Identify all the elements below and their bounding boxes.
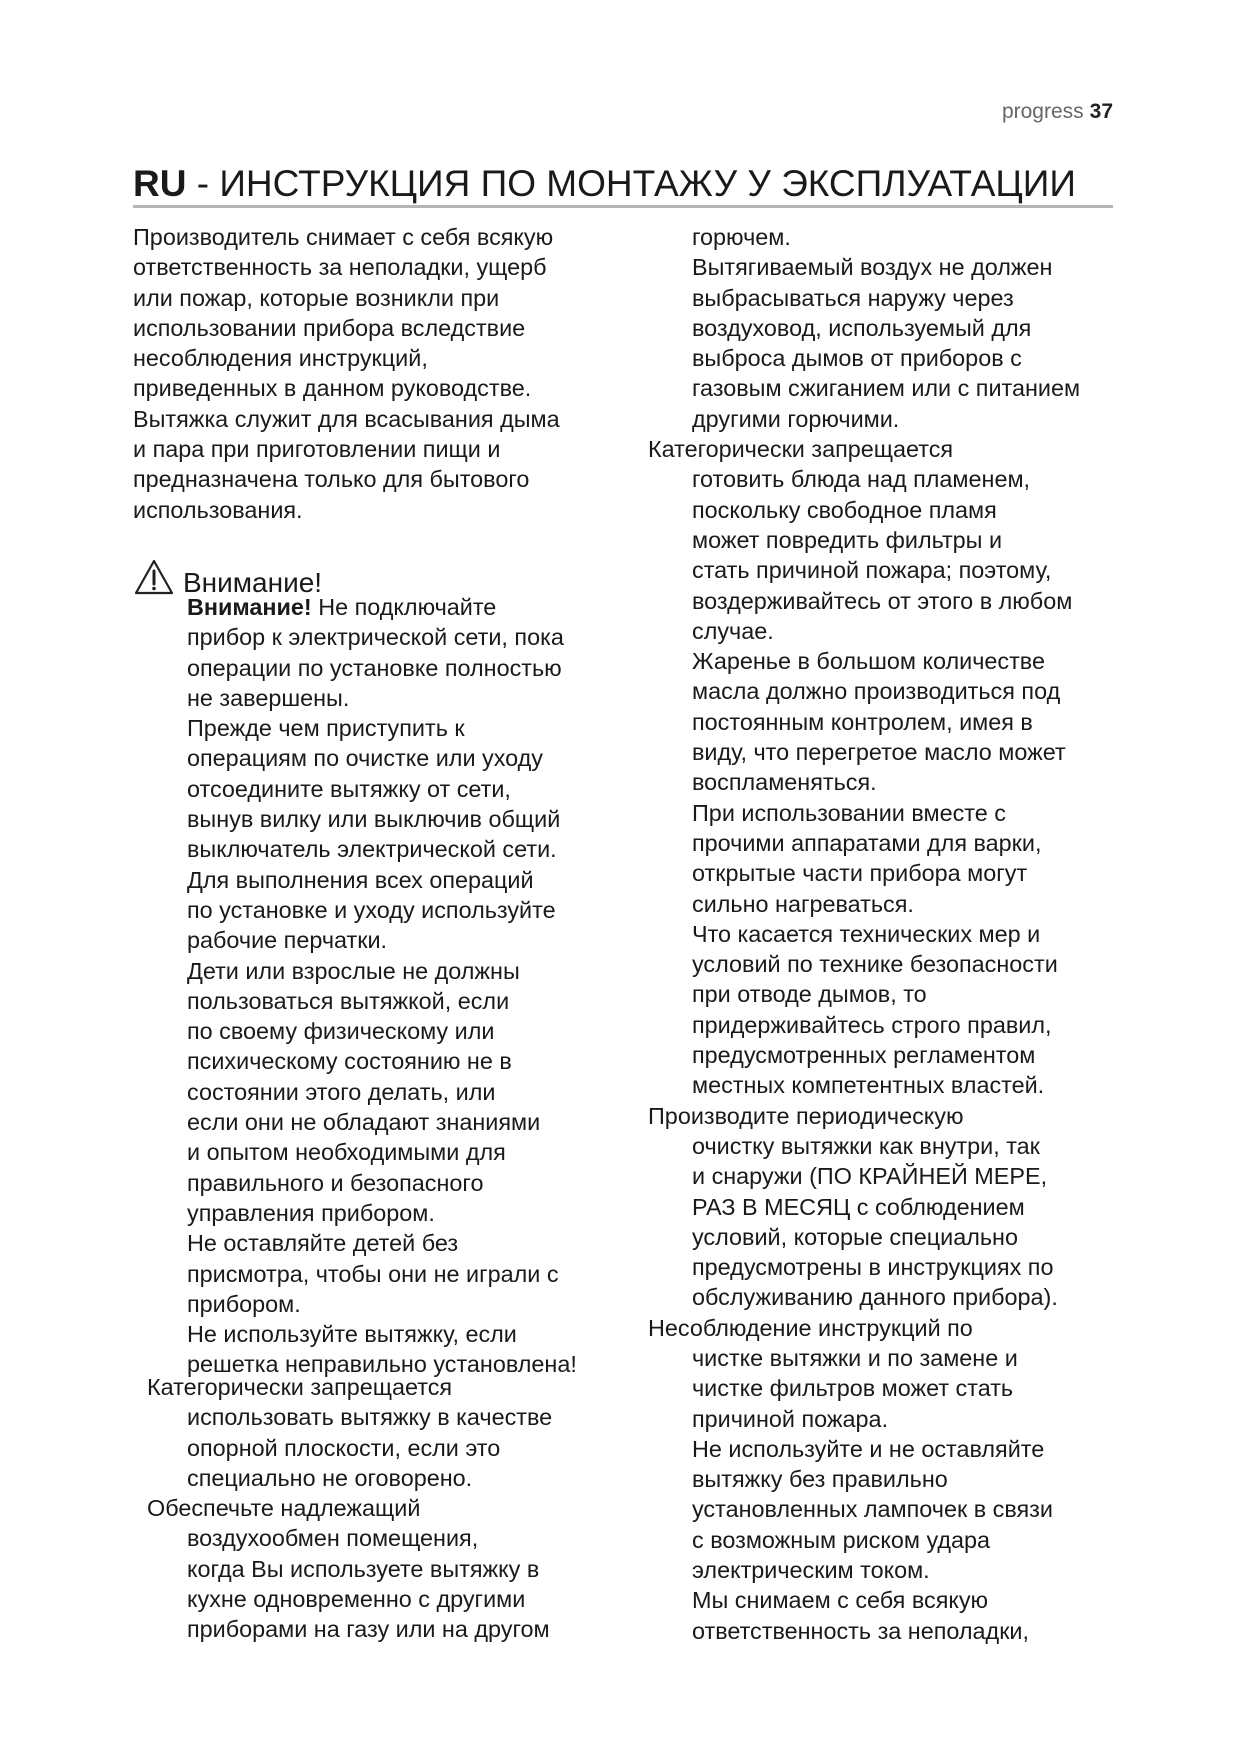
- left-bottom-line: опорной плоскости, если это: [187, 1434, 501, 1461]
- right-column-line: Производите периодическую: [648, 1102, 964, 1129]
- right-column-line: местных компетентных властей.: [692, 1072, 1045, 1099]
- right-column-line: условий, которые специально: [692, 1223, 1018, 1250]
- left-bottom-line: кухне одновременно с другими: [187, 1586, 526, 1613]
- left-bottom-line: приборами на газу или на другом: [187, 1616, 550, 1643]
- right-column: [650, 222, 1080, 1646]
- warning-line: прибор к электрической сети, пока: [187, 624, 564, 651]
- intro-paragraph: [133, 222, 560, 525]
- warning-line: пользоваться вытяжкой, если: [187, 987, 510, 1014]
- warning-line: операциям по очистке или уходу: [187, 745, 543, 772]
- title-language-code: RU: [133, 163, 187, 204]
- right-column-line: РАЗ В МЕСЯЦ с соблюдением: [692, 1193, 1025, 1220]
- warning-line: операции по установке полностью: [187, 654, 562, 681]
- warning-line: выключатель электрической сети.: [187, 836, 557, 863]
- warning-line: отсоедините вытяжку от сети,: [187, 775, 511, 802]
- right-column-line: придерживайтесь строго правил,: [692, 1011, 1052, 1038]
- left-bottom-line: когда Вы используете вытяжку в: [187, 1555, 540, 1582]
- right-column-line: Мы снимаем с себя всякую: [692, 1587, 989, 1614]
- left-bottom-line: воздухообмен помещения,: [187, 1525, 479, 1552]
- warning-line: психическому состоянию не в: [187, 1048, 512, 1075]
- right-column-line: воздерживайтесь от этого в любом: [692, 587, 1073, 614]
- page-header: [1002, 100, 1113, 124]
- right-column-line: и снаружи (ПО КРАЙНЕЙ МЕРЕ,: [692, 1163, 1048, 1190]
- warning-line: если они не обладают знаниями: [187, 1109, 541, 1136]
- warning-line: Не используйте вытяжку, если: [187, 1321, 517, 1348]
- warning-line: по своему физическому или: [187, 1018, 495, 1045]
- left-bottom-line: Обеспечьте надлежащий: [147, 1495, 421, 1522]
- warning-line: присмотра, чтобы они не играли с: [187, 1260, 559, 1287]
- left-bottom-line: Категорически запрещается: [147, 1374, 453, 1400]
- right-column-line: при отводе дымов, то: [692, 981, 927, 1008]
- intro-line: и пара при приготовлении пищи и: [133, 436, 501, 463]
- right-column-line: масла должно производиться под: [692, 678, 1061, 705]
- right-column-line: виду, что перегретое масло может: [692, 739, 1066, 766]
- warning-heading-text: Внимание!: [183, 567, 323, 598]
- warning-line: Для выполнения всех операций: [187, 866, 534, 893]
- right-column-line: условий по технике безопасности: [692, 951, 1058, 978]
- intro-line: несоблюдения инструкций,: [133, 345, 428, 372]
- warning-triangle-icon: [133, 558, 175, 604]
- warning-line: Не оставляйте детей без: [187, 1230, 459, 1257]
- intro-line: Вытяжка служит для всасывания дыма: [133, 405, 560, 432]
- right-column-line: предусмотрены в инструкциях по: [692, 1254, 1054, 1281]
- right-column-line: с возможным риском удара: [692, 1526, 991, 1553]
- warning-line: и опытом необходимыми для: [187, 1139, 506, 1166]
- right-column-line: воспламеняться.: [692, 769, 877, 796]
- warning-line: прибором.: [187, 1290, 301, 1317]
- warning-first-line-rest: Не подключайте: [311, 594, 497, 620]
- right-column-line: прочими аппаратами для варки,: [692, 829, 1042, 856]
- intro-line: использования.: [133, 496, 303, 523]
- intro-line: приведенных в данном руководстве.: [133, 375, 532, 402]
- title-text: - ИНСТРУКЦИЯ ПО МОНТАЖУ У ЭКСПЛУАТАЦИИ: [186, 163, 1076, 204]
- intro-line: использовании прибора вследствие: [133, 314, 526, 341]
- right-column-line: Не используйте и не оставляйте: [692, 1435, 1045, 1462]
- right-column-line: Жаренье в большом количестве: [692, 648, 1045, 675]
- left-bottom-line: специально не оговорено.: [187, 1464, 473, 1491]
- right-column-line: вытяжку без правильно: [692, 1466, 948, 1493]
- right-column-line: чистке фильтров может стать: [692, 1375, 1014, 1402]
- right-column-line: случае.: [692, 617, 774, 644]
- right-column-line: Категорически запрещается: [648, 436, 954, 463]
- right-column-line: причиной пожара.: [692, 1405, 889, 1432]
- right-column-line: готовить блюда над пламенем,: [692, 466, 1031, 493]
- intro-line: ответственность за неполадки, ущерб: [133, 254, 547, 281]
- right-column-line: ответственность за неполадки,: [692, 1617, 1029, 1644]
- intro-line: Производитель снимает с себя всякую: [133, 224, 554, 250]
- right-column-line: электрическим током.: [692, 1557, 930, 1584]
- warning-line: не завершены.: [187, 684, 350, 711]
- page-number: 37: [1089, 100, 1113, 123]
- left-bottom-list: [147, 1372, 552, 1645]
- right-column-line: установленных лампочек в связи: [692, 1496, 1053, 1523]
- right-column-line: При использовании вместе с: [692, 799, 1006, 826]
- right-column-line: газовым сжиганием или с питанием: [692, 375, 1081, 402]
- warning-line: Дети или взрослые не должны: [187, 957, 520, 984]
- right-column-line: обслуживанию данного прибора).: [692, 1284, 1058, 1311]
- right-column-line: открытые части прибора могут: [692, 860, 1028, 887]
- warning-line: состоянии этого делать, или: [187, 1078, 496, 1105]
- intro-line: предназначена только для бытового: [133, 466, 530, 493]
- page-title: [133, 162, 1113, 206]
- right-column-line: выбрасываться наружу через: [692, 284, 1014, 311]
- right-column-line: может повредить фильтры и: [692, 526, 1003, 553]
- right-column-line: Вытягиваемый воздух не должен: [692, 254, 1053, 281]
- right-column-line: выброса дымов от приборов с: [692, 345, 1022, 372]
- right-column-line: Что касается технических мер и: [692, 920, 1041, 947]
- warning-line: по установке и уходу используйте: [187, 896, 556, 923]
- warning-bold-lead: Внимание!: [187, 594, 312, 620]
- right-column-line: предусмотренных регламентом: [692, 1042, 1036, 1069]
- right-column-line: поскольку свободное пламя: [692, 496, 997, 523]
- right-column-line: чистке вытяжки и по замене и: [692, 1344, 1018, 1371]
- right-column-line: горючем.: [692, 224, 791, 250]
- right-column-line: другими горючими.: [692, 405, 900, 432]
- right-column-line: постоянным контролем, имея в: [692, 708, 1033, 735]
- title-divider: [133, 205, 1113, 208]
- right-column-line: Несоблюдение инструкций по: [648, 1314, 973, 1341]
- right-column-line: очистку вытяжки как внутри, так: [692, 1132, 1040, 1159]
- left-bottom-line: использовать вытяжку в качестве: [187, 1404, 553, 1431]
- right-column-line: стать причиной пожара; поэтому,: [692, 557, 1052, 584]
- warning-line: решетка неправильно установлена!: [187, 1351, 577, 1378]
- right-column-line: воздуховод, используемый для: [692, 314, 1032, 341]
- right-column-line: сильно нагреваться.: [692, 890, 914, 917]
- warning-line: управления прибором.: [187, 1199, 435, 1226]
- warning-line: вынув вилку или выключив общий: [187, 806, 561, 833]
- brand-label: progress: [1001, 100, 1084, 123]
- warning-line: рабочие перчатки.: [187, 927, 388, 954]
- warning-body: [187, 592, 577, 1380]
- warning-line: правильного и безопасного: [187, 1169, 484, 1196]
- warning-line: Прежде чем приступить к: [187, 715, 465, 742]
- warning-first-line: [187, 592, 577, 622]
- intro-line: или пожар, которые возникли при: [133, 284, 500, 311]
